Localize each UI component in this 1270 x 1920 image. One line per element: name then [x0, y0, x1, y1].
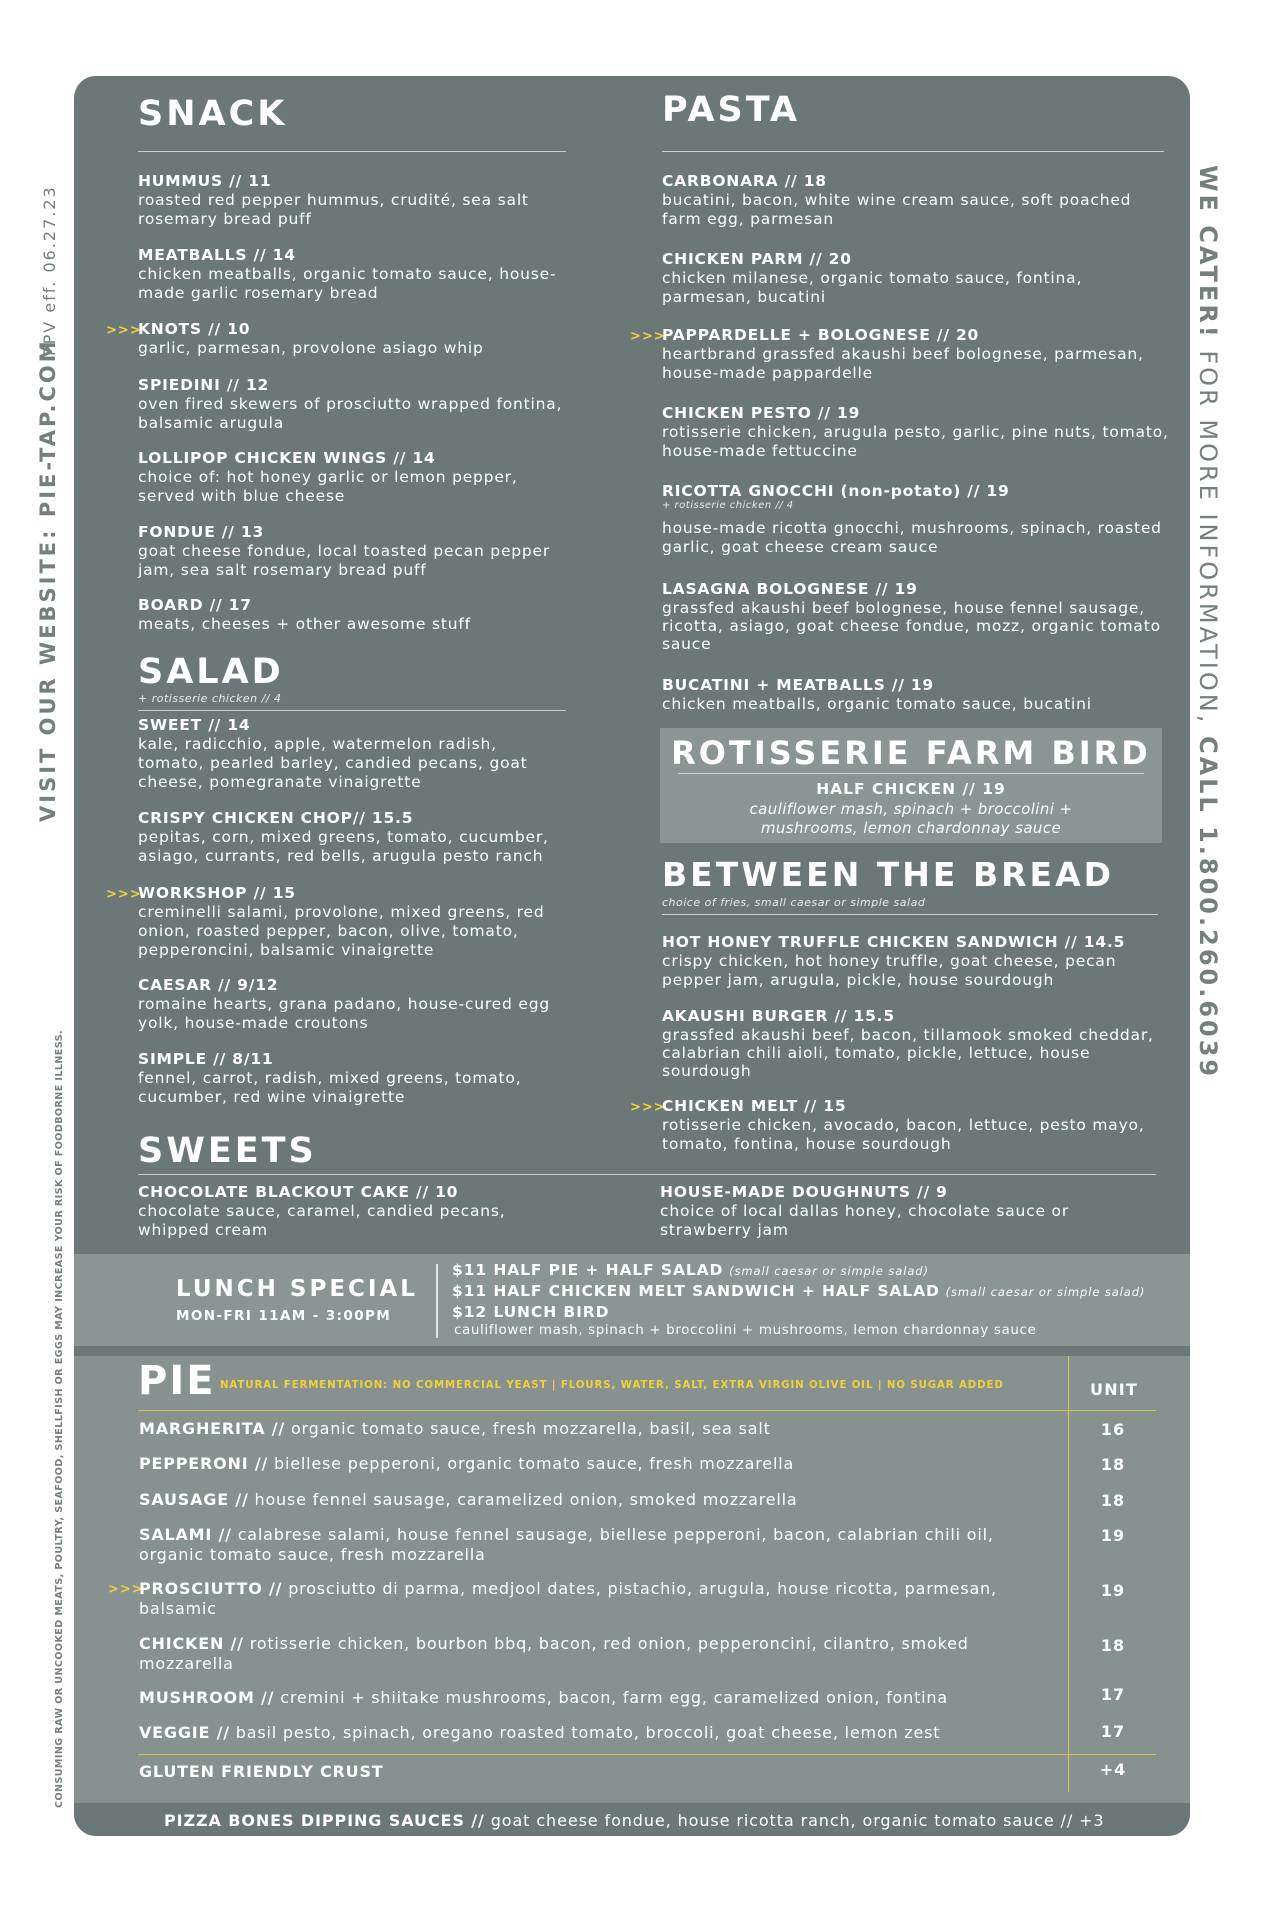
lunch-title: LUNCH SPECIAL — [176, 1276, 418, 1302]
menu-item-ricotta-gnocchi — [662, 482, 1172, 557]
cater-bold: WE CATER! — [1194, 165, 1222, 340]
item-name: SPIEDINI // 12 — [138, 376, 270, 394]
item-name: CARBONARA // 18 — [662, 172, 827, 190]
item-name: CHICKEN MELT // 15 — [662, 1097, 847, 1115]
pie-row-margherita — [139, 1419, 1039, 1439]
menu-item-doughnuts — [660, 1183, 1110, 1240]
item-desc: chicken milanese, organic tomato sauce, fontina, parmesan, bucatini — [662, 269, 1083, 306]
pie-name: SALAMI // — [139, 1525, 232, 1544]
item-desc: crispy chicken, hot honey truffle, goat cheese, pecan pepper jam, arugula, pickle, house sourdough — [662, 952, 1117, 989]
menu-item-board — [138, 596, 568, 634]
bread-divider — [662, 914, 1158, 915]
cater-phone[interactable]: CALL 1.800.260.6039 — [1194, 735, 1222, 1080]
pasta-divider — [662, 151, 1164, 152]
bread-sides-note: choice of fries, small caesar or simple salad — [662, 896, 926, 909]
item-name: CHOCOLATE BLACKOUT CAKE // 10 — [138, 1183, 459, 1201]
lunch-offer: $11 HALF PIE + HALF SALAD — [452, 1261, 724, 1279]
item-name: RICOTTA GNOCCHI (non-potato) // 19 — [662, 482, 1010, 500]
menu-item-chicken-parm — [662, 250, 1172, 307]
menu-item-workshop — [138, 884, 568, 960]
menu-item-spiedini — [138, 376, 568, 433]
pie-desc: rotisserie chicken, bourbon bbq, bacon, red onion, pepperoncini, cilantro, smoked mozzarella — [139, 1634, 969, 1673]
pie-price: 17 — [1100, 1722, 1126, 1741]
item-name: SWEET // 14 — [138, 716, 251, 734]
pie-desc: basil pesto, spinach, oregano roasted tomato, broccoli, goat cheese, lemon zest — [229, 1723, 941, 1742]
item-desc: rotisserie chicken, arugula pesto, garlic, pine nuts, tomato, house-made fettuccine — [662, 423, 1169, 460]
sweets-title: SWEETS — [138, 1131, 317, 1171]
item-desc: romaine hearts, grana padano, house-cured egg yolk, house-made croutons — [138, 995, 550, 1032]
menu-item-chicken-melt — [662, 1097, 1172, 1154]
snack-divider — [138, 151, 566, 152]
item-desc: choice of: hot honey garlic or lemon pepper, served with blue cheese — [138, 468, 518, 505]
half-chicken-name: HALF CHICKEN // 19 — [816, 780, 1006, 798]
pie-name: PEPPERONI // — [139, 1454, 269, 1473]
bones-desc: goat cheese fondue, house ricotta ranch, organic tomato sauce // +3 — [484, 1811, 1105, 1830]
item-desc: chocolate sauce, caramel, candied pecans, whipped cream — [138, 1202, 506, 1239]
menu-item-blackout-cake — [138, 1183, 568, 1240]
pie-name: SAUSAGE // — [139, 1490, 249, 1509]
menu-item-chicken-pesto — [662, 404, 1172, 461]
pie-price: 16 — [1100, 1420, 1126, 1439]
item-desc: meats, cheeses + other awesome stuff — [138, 615, 471, 633]
pie-row-pepperoni — [139, 1454, 1039, 1474]
gluten-price: +4 — [1099, 1760, 1127, 1779]
foodborne-warning: CONSUMING RAW OR UNCOOKED MEATS, POULTRY, SEAFOOD, SHELLFISH OR EGGS MAY INCREASE YOUR RISK OF FOODBORNE ILLNESS. — [54, 1030, 65, 1808]
item-name: SIMPLE // 8/11 — [138, 1050, 274, 1068]
pie-name: CHICKEN // — [139, 1634, 244, 1653]
menu-item-fondue — [138, 523, 568, 580]
featured-marker: >>> — [630, 1100, 666, 1115]
lunch-offer-note: (small caesar or simple salad) — [729, 1264, 929, 1278]
pie-price: 19 — [1100, 1581, 1126, 1600]
menu-item-hummus — [138, 172, 568, 229]
menu-item-simple — [138, 1050, 568, 1107]
item-name: CHICKEN PARM // 20 — [662, 250, 852, 268]
salad-title: SALAD — [138, 652, 284, 692]
item-desc: grassfed akaushi beef bolognese, house fennel sausage, ricotta, asiago, goat cheese fondue, mozz, organic tomato sauce — [662, 599, 1161, 653]
pie-desc: prosciutto di parma, medjool dates, pistachio, arugula, house ricotta, parmesan, balsamic — [139, 1579, 997, 1618]
item-desc: heartbrand grassfed akaushi beef bolognese, parmesan, house-made pappardelle — [662, 345, 1144, 382]
menu-item-sweet-salad — [138, 716, 568, 792]
item-addon-note: + rotisserie chicken // 4 — [662, 500, 794, 511]
item-name: MEATBALLS // 14 — [138, 246, 296, 264]
menu-item-hot-honey-sandwich — [662, 933, 1172, 990]
pie-row-chicken — [139, 1634, 1019, 1674]
lunch-offer-note: (small caesar or simple salad) — [945, 1285, 1146, 1299]
item-desc: grassfed akaushi beef, bacon, tillamook smoked cheddar, calabrian chili aioli, tomato, pickle, lettuce, house sourdough — [662, 1026, 1154, 1080]
item-name: LOLLIPOP CHICKEN WINGS // 14 — [138, 449, 436, 467]
item-name: LASAGNA BOLOGNESE // 19 — [662, 580, 918, 598]
menu-card — [74, 76, 1190, 1836]
rotisserie-bird-box — [660, 728, 1162, 843]
item-desc: oven fired skewers of prosciutto wrapped fontina, balsamic arugula — [138, 395, 563, 432]
menu-item-akaushi-burger — [662, 1007, 1172, 1080]
item-name: CAESAR // 9/12 — [138, 976, 279, 994]
item-desc: rotisserie chicken, avocado, bacon, lettuce, pesto mayo, tomato, fontina, house sourdough — [662, 1116, 1145, 1153]
lunch-bird-desc: cauliflower mash, spinach + broccolini + mushrooms, lemon chardonnay sauce — [454, 1322, 1037, 1338]
item-name: HOT HONEY TRUFFLE CHICKEN SANDWICH // 14.5 — [662, 933, 1126, 951]
item-name: PAPPARDELLE + BOLOGNESE // 20 — [662, 326, 980, 344]
menu-item-lollipop-wings — [138, 449, 568, 506]
item-name: WORKSHOP // 15 — [138, 884, 296, 902]
menu-item-meatballs — [138, 246, 568, 303]
item-name: FONDUE // 13 — [138, 523, 265, 541]
pie-row-salami — [139, 1525, 1019, 1565]
sweets-divider — [138, 1174, 1156, 1175]
item-desc: chicken meatballs, organic tomato sauce, house-made garlic rosemary bread — [138, 265, 557, 302]
item-desc: roasted red pepper hummus, crudité, sea salt rosemary bread puff — [138, 191, 529, 228]
item-desc: pepitas, corn, mixed greens, tomato, cucumber, asiago, currants, red bells, arugula pesto ranch — [138, 828, 549, 865]
item-desc: choice of local dallas honey, chocolate sauce or strawberry jam — [660, 1202, 1069, 1239]
menu-item-pappardelle-bolognese — [662, 326, 1172, 383]
menu-item-knots — [138, 320, 568, 358]
item-name: AKAUSHI BURGER // 15.5 — [662, 1007, 895, 1025]
pie-desc: biellese pepperoni, organic tomato sauce, fresh mozzarella — [268, 1454, 795, 1473]
featured-marker: >>> — [106, 323, 142, 338]
pie-name: MARGHERITA // — [139, 1419, 286, 1438]
lunch-line-half-melt — [452, 1282, 1145, 1300]
menu-item-carbonara — [662, 172, 1172, 229]
cater-light: FOR MORE INFORMATION, — [1194, 339, 1222, 736]
pie-desc: calabrese salami, house fennel sausage, biellese pepperoni, bacon, calabrian chili oil, organic tomato sauce, fresh mozzarella — [139, 1525, 994, 1564]
half-chicken-desc: cauliflower mash, spinach + broccolini + mushrooms, lemon chardonnay sauce — [749, 800, 1073, 837]
catering-banner — [1194, 165, 1222, 1079]
pie-name: MUSHROOM // — [139, 1688, 275, 1707]
salad-addon-note: + rotisserie chicken // 4 — [138, 692, 282, 705]
pizza-bones-text — [164, 1811, 1105, 1830]
item-name: BOARD // 17 — [138, 596, 252, 614]
pie-row-prosciutto — [139, 1579, 1019, 1619]
lunch-special-band — [74, 1254, 1190, 1346]
item-desc: garlic, parmesan, provolone asiago whip — [138, 339, 484, 357]
item-desc: kale, radicchio, apple, watermelon radish, tomato, pearled barley, candied pecans, goat cheese, pomegranate vinaigrette — [138, 735, 528, 791]
salad-divider — [138, 710, 566, 711]
lunch-offer: $11 HALF CHICKEN MELT SANDWICH + HALF SALAD — [452, 1282, 940, 1300]
pie-section — [74, 1356, 1190, 1806]
unit-column-divider — [1068, 1356, 1069, 1792]
lunch-line-half-pie — [452, 1261, 929, 1279]
pie-price: 18 — [1100, 1491, 1126, 1510]
menu-item-bucatini-meatballs — [662, 676, 1172, 714]
pie-row-veggie — [139, 1723, 1039, 1743]
pie-desc: cremini + shiitake mushrooms, bacon, farm egg, caramelized onion, fontina — [274, 1688, 948, 1707]
pie-desc: organic tomato sauce, fresh mozzarella, basil, sea salt — [285, 1419, 771, 1438]
item-desc: bucatini, bacon, white wine cream sauce, soft poached farm egg, parmesan — [662, 191, 1132, 228]
lunch-hours: MON-FRI 11AM - 3:00PM — [176, 1308, 392, 1324]
snack-title: SNACK — [138, 94, 288, 134]
gluten-friendly-row — [139, 1762, 1039, 1782]
lunch-line-bird — [452, 1303, 609, 1321]
featured-marker: >>> — [630, 329, 666, 344]
pie-price: 18 — [1100, 1455, 1126, 1474]
lunch-offer: $12 LUNCH BIRD — [452, 1303, 610, 1321]
ppv-date: PPV eff. 06.27.23 — [40, 185, 59, 356]
gluten-label: GLUTEN FRIENDLY CRUST — [139, 1762, 384, 1781]
pie-header-rule — [138, 1410, 1156, 1411]
menu-item-crispy-chicken-chop — [138, 809, 568, 866]
lunch-divider — [436, 1264, 438, 1338]
pie-desc: house fennel sausage, caramelized onion, smoked mozzarella — [248, 1490, 798, 1509]
bones-name: PIZZA BONES DIPPING SAUCES // — [164, 1811, 485, 1830]
bread-title: BETWEEN THE BREAD — [662, 855, 1114, 894]
featured-marker: >>> — [106, 887, 142, 902]
pizza-bones-row — [74, 1803, 1190, 1836]
item-name: HUMMUS // 11 — [138, 172, 272, 190]
menu-item-lasagna-bolognese — [662, 580, 1172, 653]
item-name: HOUSE-MADE DOUGHNUTS // 9 — [660, 1183, 948, 1201]
item-name: CRISPY CHICKEN CHOP// 15.5 — [138, 809, 414, 827]
pie-tagline: NATURAL FERMENTATION: NO COMMERCIAL YEAST | FLOURS, WATER, SALT, EXTRA VIRGIN OLIVE OIL | NO SUGAR ADDED — [220, 1380, 1004, 1391]
pie-price: 17 — [1100, 1685, 1126, 1704]
unit-header: UNIT — [1090, 1380, 1139, 1399]
pie-name: VEGGIE // — [139, 1723, 230, 1742]
item-name: BUCATINI + MEATBALLS // 19 — [662, 676, 935, 694]
featured-marker: >>> — [108, 1582, 144, 1597]
pie-price: 19 — [1100, 1526, 1126, 1545]
menu-item-caesar — [138, 976, 568, 1033]
rotisserie-title: ROTISSERIE FARM BIRD — [671, 734, 1151, 772]
pie-title: PIE — [138, 1358, 216, 1404]
item-desc: creminelli salami, provolone, mixed greens, red onion, roasted pepper, bacon, olive, tomato, pepperoncini, balsamic vinaigrette — [138, 903, 545, 959]
pie-row-sausage — [139, 1490, 1039, 1510]
pie-price: 18 — [1100, 1636, 1126, 1655]
pie-name: PROSCIUTTO // — [139, 1579, 283, 1598]
rotisserie-divider — [678, 773, 1144, 774]
pasta-title: PASTA — [662, 90, 800, 130]
item-name: CHICKEN PESTO // 19 — [662, 404, 861, 422]
gluten-rule — [138, 1754, 1156, 1755]
item-desc: fennel, carrot, radish, mixed greens, tomato, cucumber, red wine vinaigrette — [138, 1069, 522, 1106]
pie-row-mushroom — [139, 1688, 1039, 1708]
item-desc: house-made ricotta gnocchi, mushrooms, spinach, roasted garlic, goat cheese cream sauce — [662, 519, 1162, 556]
website-link[interactable]: VISIT OUR WEBSITE: PIE-TAP.COM — [36, 338, 60, 822]
item-name: KNOTS // 10 — [138, 320, 251, 338]
item-desc: chicken meatballs, organic tomato sauce, bucatini — [662, 695, 1092, 713]
item-desc: goat cheese fondue, local toasted pecan pepper jam, sea salt rosemary bread puff — [138, 542, 551, 579]
